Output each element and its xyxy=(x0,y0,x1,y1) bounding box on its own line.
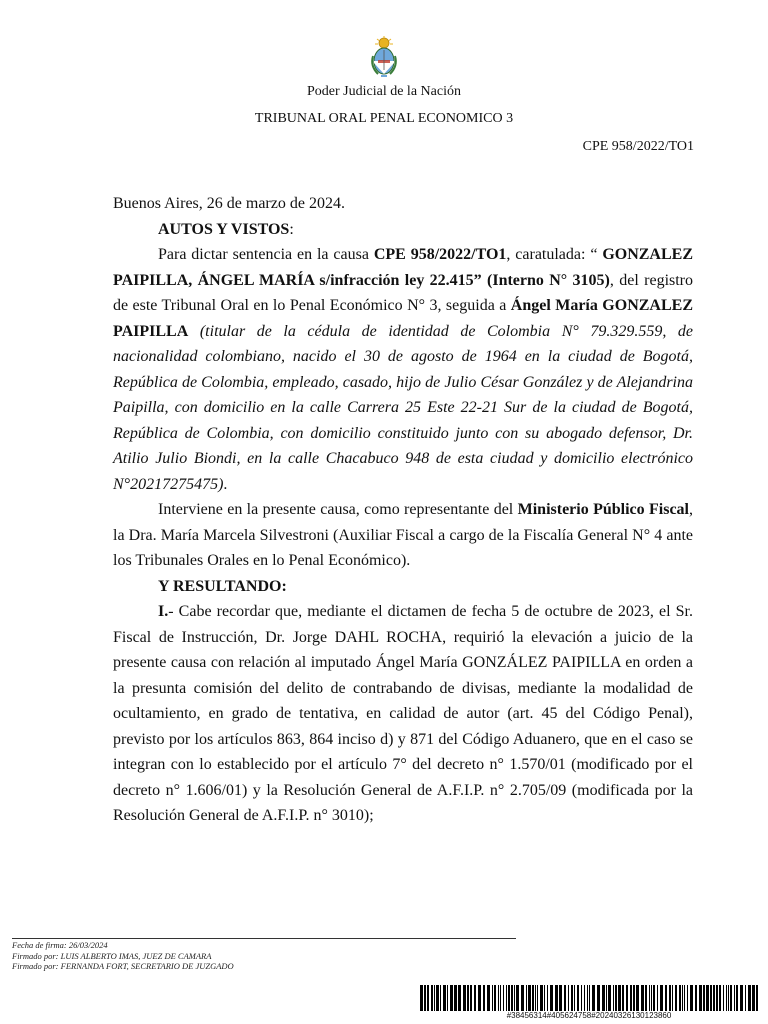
barcode-bar xyxy=(703,985,705,1011)
barcode-bar xyxy=(544,985,545,1011)
barcode-bar xyxy=(682,985,683,1011)
p1-defendant-details: (titular de la cédula de identidad de Colombia N° 79.329.559, de nacionalidad colombiano, nacido el 30 de agosto de 1964 en la ciudad de Bogotá, República de Colombia, empleado, casado, hijo de Julio César González y de Alejandrina Paipilla, con domicilio en la calle Carrera 25 Este 22-21 Sur de la ciudad de Bogotá, República de Colombia, con domicilio constituido junto con su abogado defensor, Dr. Atilio Julio Biondi, en la calle Chacabuco 948 de esta ciudad y domicilio electrónico N°20217275475) xyxy=(113,322,694,493)
barcode-bar xyxy=(653,985,655,1011)
barcode-bar xyxy=(420,985,423,1011)
barcode-bar xyxy=(716,985,718,1011)
barcode-bar xyxy=(568,985,569,1011)
barcode-bar xyxy=(706,985,709,1011)
signer-secretary: Firmado por: FERNANDA FORT, SECRETARIO DE JUZGADO xyxy=(12,961,234,972)
barcode-bar xyxy=(752,985,755,1011)
barcode-bar xyxy=(577,985,579,1011)
barcode-bar xyxy=(581,985,582,1011)
barcode-bar xyxy=(443,985,446,1011)
barcode-bar xyxy=(630,985,632,1011)
barcode-bar xyxy=(526,985,527,1011)
p1-g xyxy=(188,323,200,340)
barcode-bar xyxy=(660,985,663,1011)
barcode-bar xyxy=(511,985,513,1011)
barcode-bar xyxy=(618,985,621,1011)
case-reference: CPE 958/2022/TO1 xyxy=(582,139,694,154)
paragraph-fiscal xyxy=(113,497,693,574)
barcode-bar xyxy=(690,985,693,1011)
p2-a: Interviene en la presente causa, como representante del xyxy=(158,501,518,519)
barcode-bar xyxy=(467,985,469,1011)
barcode-bar xyxy=(587,985,588,1011)
barcode-bar xyxy=(756,985,758,1011)
resultando-heading: Y RESULTANDO: xyxy=(158,577,287,595)
barcode-bar xyxy=(550,985,553,1011)
barcode-bar xyxy=(487,985,490,1011)
p1-case-number: CPE 958/2022/TO1 xyxy=(373,246,507,264)
barcode-bar xyxy=(622,985,624,1011)
barcode-bar xyxy=(494,985,496,1011)
barcode-bar xyxy=(463,985,466,1011)
barcode-bar xyxy=(699,985,702,1011)
barcode-bar xyxy=(745,985,746,1011)
p3-text: - Cabe recordar que, mediante el dictamen de fecha 5 de octubre de 2023, el Sr. Fiscal de Instrucción, Dr. Jorge DAHL ROCHA, requirió la elevación a juicio de la presente causa con relación al imputado Ángel María GONZÁLEZ PAIPILLA en orden a la presunta comisión del delito de contrabando de divisas, mediante la modalidad de ocultamiento, en grado de tentativa, en calidad de autor (art. 45 del Código Penal), previsto por los artículos 863, 864 inciso d) y 871 del Código Aduanero, que en el caso se integran con lo establecido por el artículo 7° del decreto n° 1.570/01 (modificado por el decreto n° 1.606/01) y la Resolución General de A.F.I.P. n° 2.705/09 (modificada por la Resolución General de A.F.I.P. n° 3010); xyxy=(113,603,693,825)
barcode-bar xyxy=(506,985,507,1011)
barcode-bar xyxy=(734,985,735,1011)
autos-heading xyxy=(113,217,693,243)
barcode-bar xyxy=(633,985,635,1011)
barcode-bar xyxy=(574,985,575,1011)
barcode-bar xyxy=(589,985,590,1011)
barcode-bar xyxy=(532,985,534,1011)
p1-c: , caratulada: “ xyxy=(506,246,603,264)
barcode-bar xyxy=(592,985,595,1011)
paragraph-autos xyxy=(113,242,693,497)
barcode-bar xyxy=(537,985,538,1011)
barcode-bar xyxy=(687,985,688,1011)
barcode-bar xyxy=(540,985,543,1011)
barcode-bar xyxy=(564,985,566,1011)
barcode-bar xyxy=(431,985,433,1011)
barcode-bar xyxy=(474,985,476,1011)
barcode-bar xyxy=(584,985,585,1011)
barcode-bar xyxy=(608,985,611,1011)
barcode-bar xyxy=(726,985,727,1011)
barcode-bar xyxy=(602,985,605,1011)
barcode-bar xyxy=(736,985,738,1011)
barcode-bar xyxy=(483,985,485,1011)
p1-e: , del registro de este Tribunal Oral en lo Penal Económico N° 3, seguida a xyxy=(113,271,694,315)
barcode-bar xyxy=(719,985,721,1011)
document-body xyxy=(113,191,693,829)
signature-date: Fecha de firma: 26/03/2024 xyxy=(12,940,108,950)
barcode-bar xyxy=(597,985,600,1011)
barcode-bar xyxy=(470,985,472,1011)
barcode-bar xyxy=(641,985,644,1011)
barcode-bar xyxy=(521,985,524,1011)
barcode-bar xyxy=(508,985,510,1011)
barcode-bar xyxy=(669,985,671,1011)
p1-defendant: Ángel María GONZALEZ PAIPILLA xyxy=(113,297,693,340)
barcode-bar xyxy=(498,985,499,1011)
barcode-bar xyxy=(458,985,461,1011)
barcode-bar xyxy=(740,985,743,1011)
barcode-bar xyxy=(500,985,501,1011)
barcode-bar xyxy=(684,985,685,1011)
barcode-bar xyxy=(434,985,435,1011)
barcode-bar xyxy=(478,985,481,1011)
barcode-bar xyxy=(748,985,751,1011)
barcode-bar xyxy=(447,985,448,1011)
barcode-bar xyxy=(710,985,712,1011)
barcode-bar xyxy=(559,985,562,1011)
barcode-bar xyxy=(645,985,647,1011)
paragraph-resultando-i xyxy=(113,599,693,829)
coat-of-arms-icon xyxy=(368,36,400,78)
signer-judge: Firmado por: LUIS ALBERTO IMAS, JUEZ DE CAMARA xyxy=(12,950,212,961)
barcode-bar xyxy=(535,985,536,1011)
p3-numeral: I. xyxy=(158,603,169,621)
barcode-bar xyxy=(454,985,457,1011)
barcode-bar xyxy=(547,985,548,1011)
autos-colon: : xyxy=(289,220,294,238)
autos-title: AUTOS Y VISTOS xyxy=(158,220,290,238)
barcode-bar xyxy=(516,985,519,1011)
tribunal-name: TRIBUNAL ORAL PENAL ECONOMICO 3 xyxy=(254,111,514,126)
signature-footer xyxy=(12,940,234,972)
barcode-bar xyxy=(649,985,650,1011)
barcode-bar xyxy=(713,985,715,1011)
date-line: Buenos Aires, 26 de marzo de 2024. xyxy=(113,195,345,212)
barcode-bar xyxy=(440,985,441,1011)
barcode-bar xyxy=(424,985,426,1011)
p1-i: . xyxy=(223,475,228,493)
barcode-bar xyxy=(636,985,639,1011)
barcode-bar xyxy=(492,985,493,1011)
barcode-bar xyxy=(436,985,439,1011)
barcode-bar xyxy=(695,985,697,1011)
p2-ministerio: Ministerio Público Fiscal xyxy=(517,501,689,519)
barcode-bar xyxy=(615,985,617,1011)
p1-case-title: GONZALEZ PAIPILLA, ÁNGEL MARÍA s/infracción ley 22.415” (Interno N° 3105) xyxy=(113,246,693,289)
barcode-bar xyxy=(450,985,453,1011)
barcode-bar xyxy=(672,985,673,1011)
barcode-bar xyxy=(679,985,681,1011)
p2-c: , la Dra. María Marcela Silvestroni (Auxiliar Fiscal a cargo de la Fiscalía General N° 4 ante los Tribunales Orales en lo Penal Económico). xyxy=(113,501,693,570)
barcode-bar xyxy=(514,985,515,1011)
barcode-bar xyxy=(657,985,658,1011)
barcode-bar xyxy=(665,985,667,1011)
p1-a: Para dictar sentencia en la causa xyxy=(158,246,374,264)
barcode-bar xyxy=(730,985,732,1011)
footer-divider xyxy=(12,938,516,939)
barcode-bar xyxy=(503,985,504,1011)
barcode-bar xyxy=(555,985,558,1011)
barcode-bar xyxy=(675,985,677,1011)
barcode xyxy=(420,985,758,1011)
barcode-bar xyxy=(613,985,614,1011)
barcode-text: #38456314#405624758#20240326130123860 xyxy=(506,1011,672,1020)
barcode-bar xyxy=(571,985,573,1011)
barcode-bar xyxy=(626,985,628,1011)
barcode-bar xyxy=(651,985,652,1011)
court-name: Poder Judicial de la Nación xyxy=(307,84,461,99)
barcode-bar xyxy=(427,985,429,1011)
barcode-bar xyxy=(723,985,724,1011)
barcode-bar xyxy=(728,985,729,1011)
barcode-bar xyxy=(606,985,607,1011)
barcode-bar xyxy=(528,985,531,1011)
